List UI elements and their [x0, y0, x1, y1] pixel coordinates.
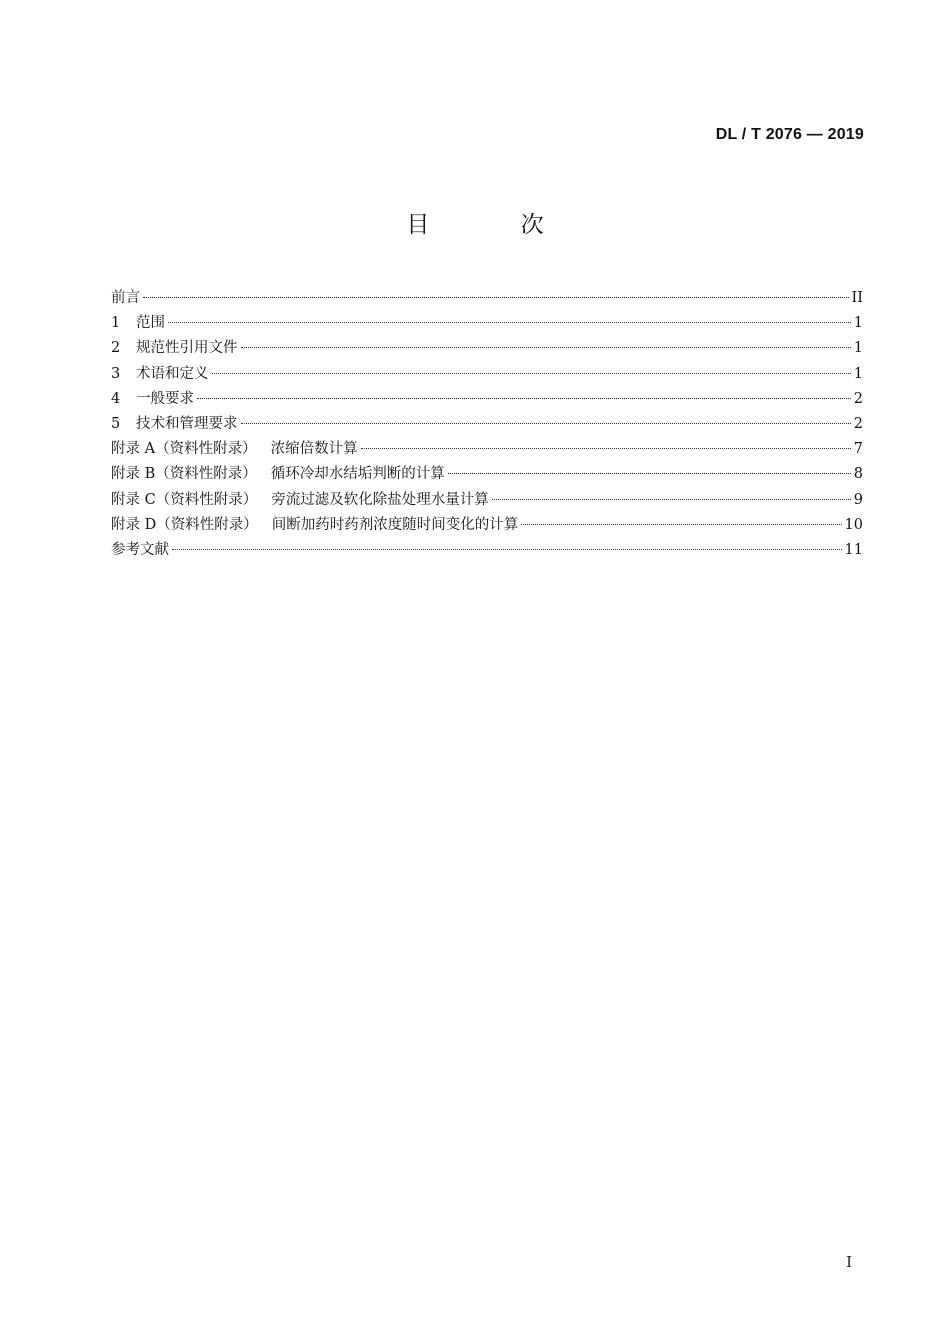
toc-entry-technical-management[interactable] — [111, 412, 863, 437]
dot-leader — [212, 373, 851, 374]
toc-entry-page: 2 — [853, 390, 863, 407]
toc-entry-label: 规范性引用文件 — [136, 340, 238, 357]
toc-entry-number: 4 — [111, 390, 121, 407]
toc-entry-label: 术语和定义 — [136, 365, 209, 382]
toc-entry-page: 1 — [853, 340, 863, 357]
toc-entry-page: 7 — [853, 441, 863, 458]
toc-entry-label: 一般要求 — [136, 390, 194, 407]
toc-entry-scope[interactable] — [111, 311, 863, 336]
toc-entry-foreword[interactable] — [111, 286, 863, 311]
toc-entry-label: 范围 — [136, 315, 165, 332]
toc-entry-label: 间断加药时药剂浓度随时间变化的计算 — [271, 516, 519, 533]
toc-entry-appendix-prefix: 附录 A（资料性附录） — [111, 441, 257, 458]
toc-entry-label: 浓缩倍数计算 — [270, 441, 358, 458]
toc-entry-label: 循环冷却水结垢判断的计算 — [270, 466, 445, 483]
dot-leader — [143, 297, 849, 298]
toc-entry-number: 2 — [111, 340, 121, 357]
table-of-contents — [111, 286, 863, 563]
dot-leader — [492, 499, 851, 500]
toc-entry-page: 11 — [844, 541, 863, 558]
dot-leader — [241, 347, 851, 348]
toc-entry-page: II — [851, 290, 863, 306]
toc-entry-normative-references[interactable] — [111, 336, 863, 361]
toc-entry-appendix-b[interactable] — [111, 462, 863, 487]
toc-entry-general-requirements[interactable] — [111, 387, 863, 412]
toc-entry-page: 10 — [844, 516, 863, 533]
toc-entry-appendix-c[interactable] — [111, 488, 863, 513]
toc-entry-number: 5 — [111, 415, 121, 432]
toc-entry-label: 技术和管理要求 — [136, 415, 238, 432]
toc-entry-appendix-a[interactable] — [111, 437, 863, 462]
toc-entry-appendix-prefix: 附录 C（资料性附录） — [111, 491, 258, 508]
dot-leader — [521, 524, 841, 525]
toc-entry-appendix-d[interactable] — [111, 513, 863, 538]
toc-entry-label: 前言 — [111, 290, 140, 306]
toc-entry-number: 3 — [111, 365, 121, 382]
toc-entry-page: 9 — [853, 491, 863, 508]
dot-leader — [448, 473, 851, 474]
standard-code: DL / T 2076 — 2019 — [715, 126, 864, 143]
toc-title: 目 次 — [406, 212, 586, 238]
toc-entry-label: 旁流过滤及软化除盐处理水量计算 — [271, 491, 489, 508]
toc-entry-page: 1 — [853, 315, 863, 332]
dot-leader — [168, 322, 851, 323]
dot-leader — [172, 549, 842, 550]
page-number: I — [846, 1253, 852, 1271]
toc-entry-label: 参考文献 — [111, 541, 169, 558]
dot-leader — [241, 423, 851, 424]
dot-leader — [361, 448, 851, 449]
dot-leader — [197, 398, 851, 399]
toc-entry-appendix-prefix: 附录 B（资料性附录） — [111, 466, 257, 483]
toc-entry-page: 8 — [853, 466, 863, 483]
toc-entry-terms-definitions[interactable] — [111, 362, 863, 387]
toc-entry-appendix-prefix: 附录 D（资料性附录） — [111, 516, 258, 533]
toc-entry-page: 2 — [853, 415, 863, 432]
toc-entry-bibliography[interactable] — [111, 538, 863, 563]
toc-entry-page: 1 — [853, 365, 863, 382]
toc-entry-number: 1 — [111, 315, 121, 332]
